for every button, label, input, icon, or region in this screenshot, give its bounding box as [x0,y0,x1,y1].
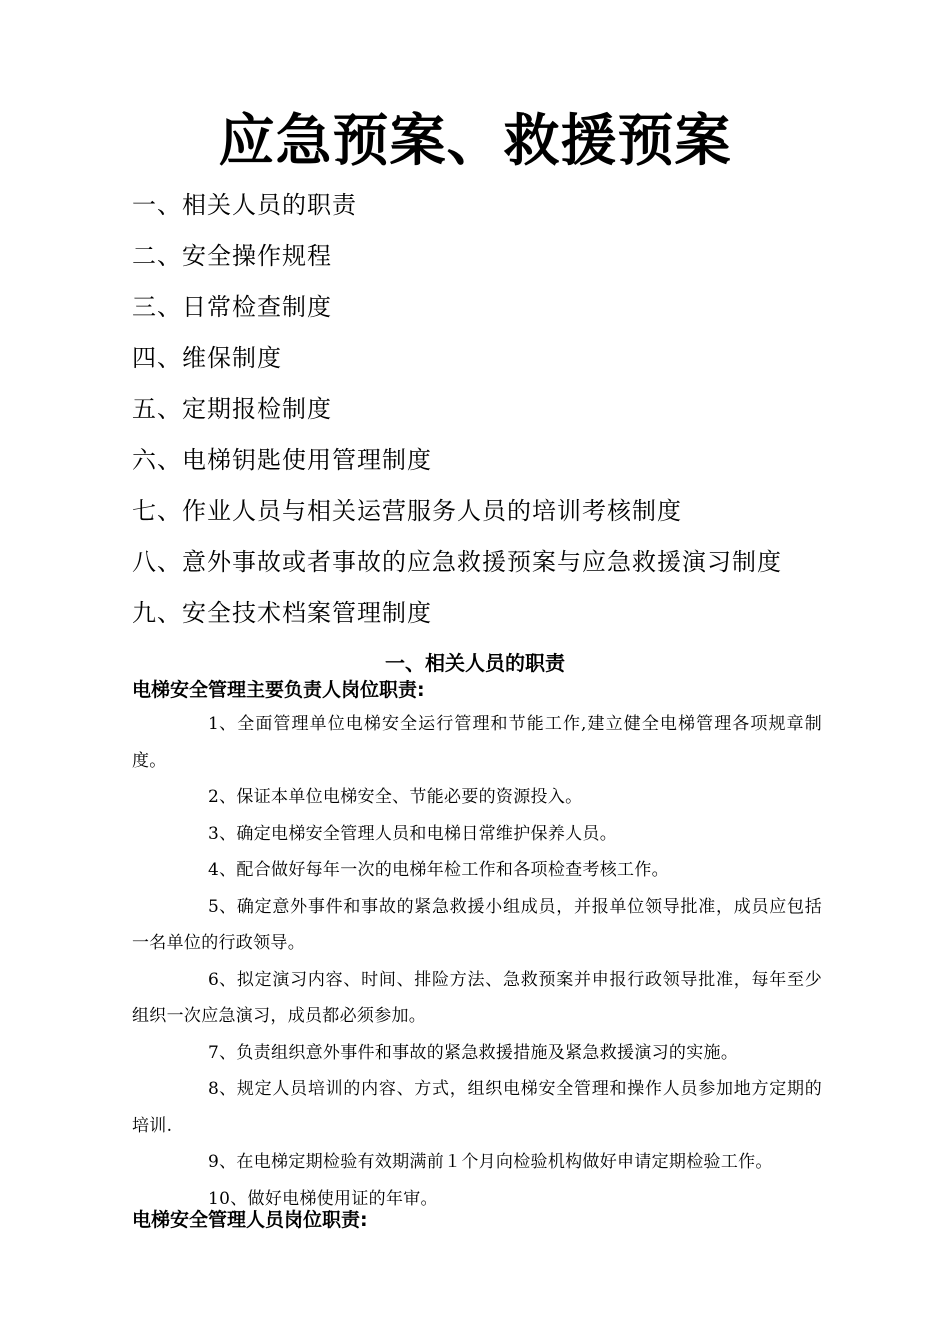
duty-item [132,1071,822,1144]
duty-number: 7、 [208,1042,237,1063]
toc-item: 一、相关人员的职责 [132,191,357,219]
role-heading-primary-manager: 电梯安全管理主要负责人岗位职责: [132,679,425,701]
toc-item: 四、维保制度 [132,344,282,372]
duty-text: 规定人员培训的内容、方式，组织电梯安全管理和操作人员参加地方定期的培训. [132,1079,822,1136]
role-heading-safety-manager: 电梯安全管理人员岗位职责: [132,1209,368,1231]
duty-number: 6、 [208,969,237,990]
duty-item [132,816,822,853]
duty-number: 10、 [208,1188,248,1209]
duty-item [132,1144,822,1181]
toc-item: 九、安全技术档案管理制度 [132,599,432,627]
document-title: 应急预案、救援预案 [218,109,732,174]
duty-text: 负责组织意外事件和事故的紧急救援措施及紧急救援演习的实施。 [236,1042,739,1063]
toc-item: 三、日常检查制度 [132,293,332,321]
duty-number: 8、 [208,1079,237,1099]
duty-item [132,1035,822,1072]
duty-text: 在电梯定期检验有效期满前１个月向检验机构做好申请定期检验工作。 [236,1152,773,1172]
section-heading: 一、相关人员的职责 [385,651,565,675]
toc-item: 七、作业人员与相关运营服务人员的培训考核制度 [132,497,682,525]
duty-text: 确定电梯安全管理人员和电梯日常维护保养人员。 [236,823,618,844]
duty-number: 5、 [208,896,237,917]
duty-item [132,779,822,816]
toc-item: 五、定期报检制度 [132,395,332,423]
duty-text: 保证本单位电梯安全、节能必要的资源投入。 [236,787,583,807]
duties-list [132,706,822,1217]
duty-text: 拟定演习内容、时间、排险方法、急救预案并申报行政领导批准，每年至少组织一次应急演习，成员都必须参加。 [132,969,822,1026]
toc-item: 八、意外事故或者事故的应急救援预案与应急救援演习制度 [132,548,782,576]
duty-item [132,962,822,1035]
table-of-contents [132,185,782,644]
duty-text: 全面管理单位电梯安全运行管理和节能工作,建立健全电梯管理各项规章制度。 [132,714,822,771]
duty-number: 1、 [208,714,237,734]
duty-item [132,852,822,889]
duty-number: 2、 [208,787,237,807]
duty-text: 配合做好每年一次的电梯年检工作和各项检查考核工作。 [236,860,669,880]
duty-text: 确定意外事件和事故的紧急救援小组成员，并报单位领导批准，成员应包括一名单位的行政领导。 [132,896,822,953]
toc-item: 六、电梯钥匙使用管理制度 [132,446,432,474]
duty-item [132,706,822,779]
duty-item [132,889,822,962]
duty-number: 3、 [208,823,237,844]
duty-number: 9、 [208,1152,237,1172]
duty-number: 4、 [208,860,237,880]
duty-text: 做好电梯使用证的年审。 [247,1188,438,1209]
toc-item: 二、安全操作规程 [132,242,332,270]
